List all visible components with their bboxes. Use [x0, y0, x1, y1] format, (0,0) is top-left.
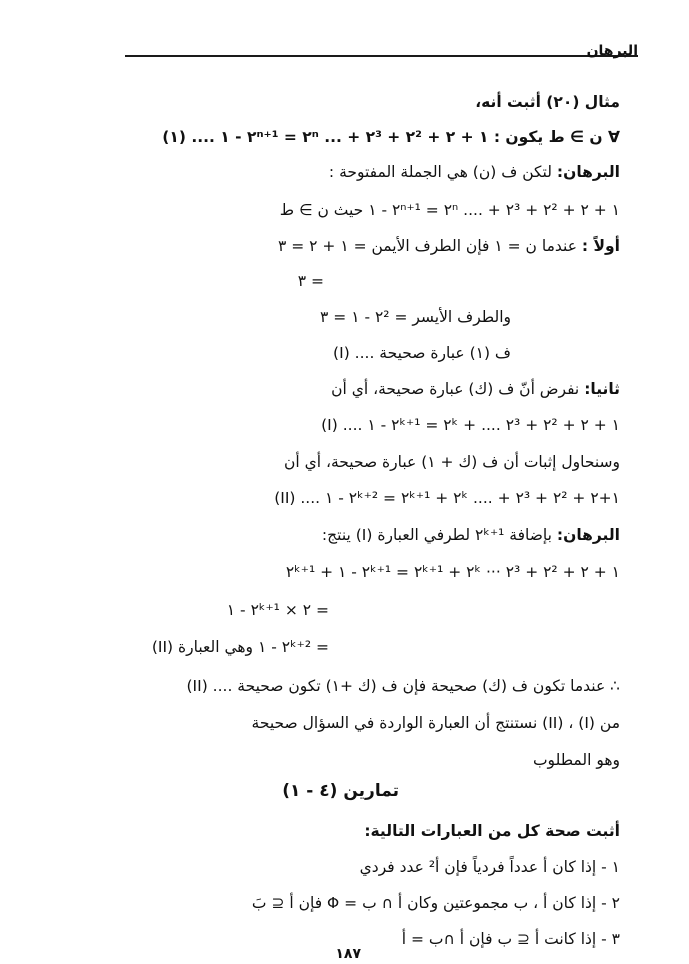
statement: ∀ ن ∋ ط يكون : ١ + ٢ + ٢² + ٢³ + ... ٢ⁿ = ٢ⁿ⁺¹ - ١ .... (١): [162, 128, 620, 146]
conclusion-2: وهو المطلوب: [532, 751, 620, 769]
second-line: [331, 379, 620, 399]
first-label: أولاً :: [581, 237, 620, 255]
page-number: ١٨٧: [335, 946, 361, 962]
open-sentence: ١ + ٢ + ٢² + ٢³ + .... ٢ⁿ = ٢ⁿ⁺¹ - ١ حيث ن ∋ ط: [279, 201, 620, 219]
exercise-item: ١ - إذا كان أ عدداً فردياً فإن أ² عدد فردي: [359, 858, 620, 876]
eq-1: = ٢ × ٢ᵏ⁺¹ - ١: [226, 601, 329, 619]
running-header: البرهان: [586, 43, 638, 59]
target: ١+٢ + ٢² + ٢³ + .... ٢ᵏ + ٢ᵏ⁺¹ = ٢ᵏ⁺² - ١ .... (II): [274, 489, 620, 507]
proof-label-2: البرهان:: [556, 526, 620, 544]
header-rule: [125, 55, 638, 57]
conclusion-1: من (I) ، (II) نستنتج أن العبارة الواردة في السؤال صحيحة: [251, 714, 620, 732]
exercises-title: تمارين (٤ - ١): [282, 781, 399, 801]
therefore: ∴ عندما تكون ف (ك) صحيحة فإن ف (ك +١) تكون صحيحة .... (II): [186, 677, 620, 695]
exercise-item: ٣ - إذا كانت أ ⊆ ب فإن أ ∩ب = أ: [401, 930, 620, 948]
left-side: والطرف الأيسر = ٢² - ١ = ٣: [320, 308, 511, 326]
exercise-item: ٢ - إذا كان أ ، ب مجموعتين وكان أ ∩ ب = Φ فإن أ ⊆ بَ: [251, 894, 620, 912]
sum-line: ١ + ٢ + ٢² + ٢³ ··· ٢ᵏ + ٢ᵏ⁺¹ = ٢ᵏ⁺¹ - ١ + ٢ᵏ⁺¹: [285, 563, 620, 581]
try-prove: وسنحاول إثبات أن ف (ك + ١) عبارة صحيحة، أي أن: [283, 453, 620, 471]
true-1: ف (١) عبارة صحيحة .... (I): [333, 344, 511, 362]
assumption: ١ + ٢ + ٢² + ٢³ .... + ٢ᵏ = ٢ᵏ⁺¹ - ١ .... (I): [321, 416, 620, 434]
first-text: عندما ن = ١ فإن الطرف الأيمن = ١ + ٢ = ٣: [277, 237, 577, 255]
first-rhs: = ٣: [297, 272, 324, 290]
first-line: [278, 236, 620, 256]
proof-label: البرهان:: [556, 163, 620, 181]
adding-line: [322, 525, 620, 545]
exercises-intro: أثبت صحة كل من العبارات التالية:: [364, 822, 620, 840]
adding-text: بإضافة ٢ᵏ⁺¹ لطرفي العبارة (I) ينتج:: [321, 526, 552, 544]
second-text: نفرض أنّ ف (ك) عبارة صحيحة، أي أن: [331, 380, 580, 398]
eq-2: = ٢ᵏ⁺² - ١ وهي العبارة (II): [151, 638, 329, 656]
example-heading: مثال (٢٠) أثبت أنه،: [475, 93, 620, 111]
second-label: ثانيا:: [584, 380, 620, 398]
proof-intro-line: [329, 162, 620, 182]
proof-intro: لتكن ف (ن) هي الجملة المفتوحة :: [328, 163, 552, 181]
